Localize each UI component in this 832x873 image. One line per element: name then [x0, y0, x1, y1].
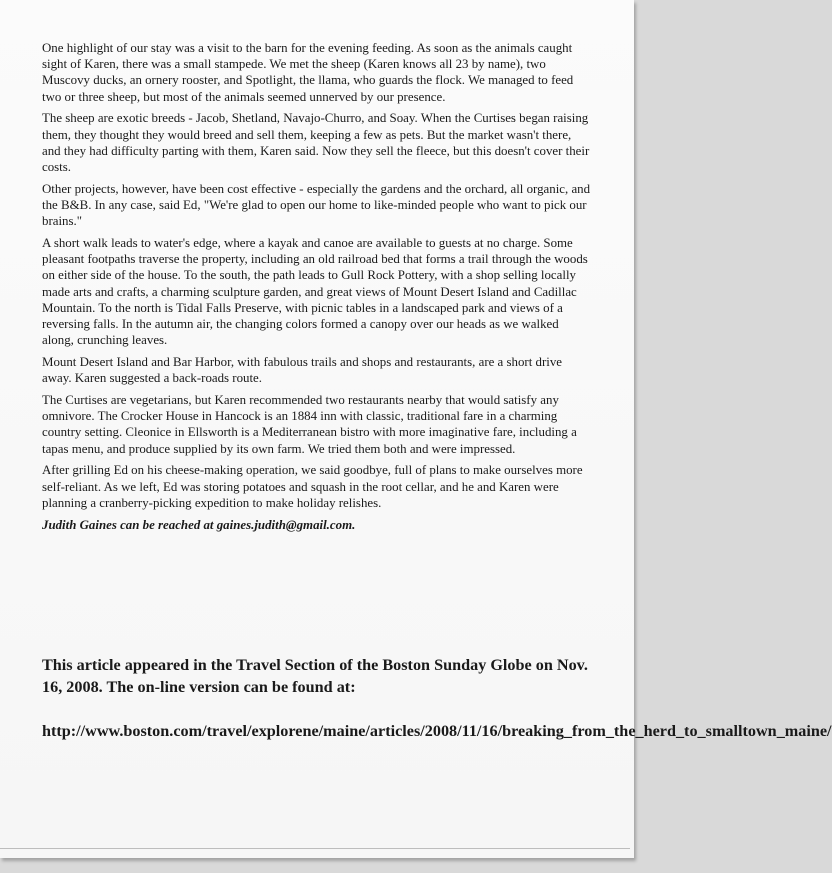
- publication-note: [42, 654, 832, 742]
- paragraph-walks: A short walk leads to water's edge, where a kayak and canoe are available to guests at no charge. Some pleasant footpaths traverse the property, including an old railroad bed that forms a trail through the woods on either side of the house. To the south, the path leads to Gull Rock Pottery, with a shop selling locally made arts and crafts, a charming sculpture garden, and great views of Mount Desert Island and Cadillac Mountain. To the north is Tidal Falls Preserve, with picnic tables in a landscaped park and views of a reversing falls. In the autumn air, the changing colors formed a canopy over our heads as we walked along, crunching leaves.: [42, 236, 588, 348]
- paragraph-goodbye: After grilling Ed on his cheese-making operation, we said goodbye, full of plans to make ourselves more self-reliant. As we left, Ed was storing potatoes and squash in the root cellar, and he and Karen were planning a cranberry-picking expedition to make holiday relishes.: [42, 463, 583, 510]
- paragraph-restaurants: The Curtises are vegetarians, but Karen recommended two restaurants nearby that would satisfy any omnivore. The Crocker House in Hancock is an 1884 inn with classic, traditional fare in a charming country setting. Cleonice in Ellsworth is a Mediterranean bistro with more imaginative fare, including a tapas menu, and produce supplied by its own farm. We tried them both and were impressed.: [42, 393, 577, 456]
- article-url: http://www.boston.com/travel/explorene/maine/articles/2008/11/16/breaking_from_the_herd_to_smalltown_maine/: [42, 722, 832, 740]
- page-fold-line: [0, 848, 630, 849]
- publication-note-text: This article appeared in the Travel Section of the Boston Sunday Globe on Nov. 16, 2008. The on-line version can be found at:: [42, 656, 588, 696]
- paragraph-sheep-breeds: The sheep are exotic breeds - Jacob, Shetland, Navajo-Churro, and Soay. When the Curtises began raising them, they thought they would breed and sell them, keeping a few as pets. But the market wasn't there, and they had difficulty parting with them, Karen said. Now they sell the fleece, but this doesn't cover their costs.: [42, 111, 590, 175]
- paragraph-other-projects: Other projects, however, have been cost effective - especially the gardens and the orchard, all organic, and the B&B. In any case, said Ed, "We're glad to open our home to like-minded people who want to pick our brains.": [42, 181, 591, 229]
- byline: Judith Gaines can be reached at gaines.judith@gmail.com.: [42, 517, 356, 532]
- article-body: [42, 40, 592, 538]
- paragraph-barn-feeding: One highlight of our stay was a visit to the barn for the evening feeding. As soon as the animals caught sight of Karen, there was a small stampede. We met the sheep (Karen knows all 23 by name), two Muscovy ducks, an ornery rooster, and Spotlight, the llama, who guards the flock. We managed to feed two or three sheep, but most of the animals seemed unnerved by our presence.: [42, 41, 574, 104]
- paragraph-bar-harbor: Mount Desert Island and Bar Harbor, with fabulous trails and shops and restaurants, are a short drive away. Karen suggested a back-roads route.: [42, 355, 562, 386]
